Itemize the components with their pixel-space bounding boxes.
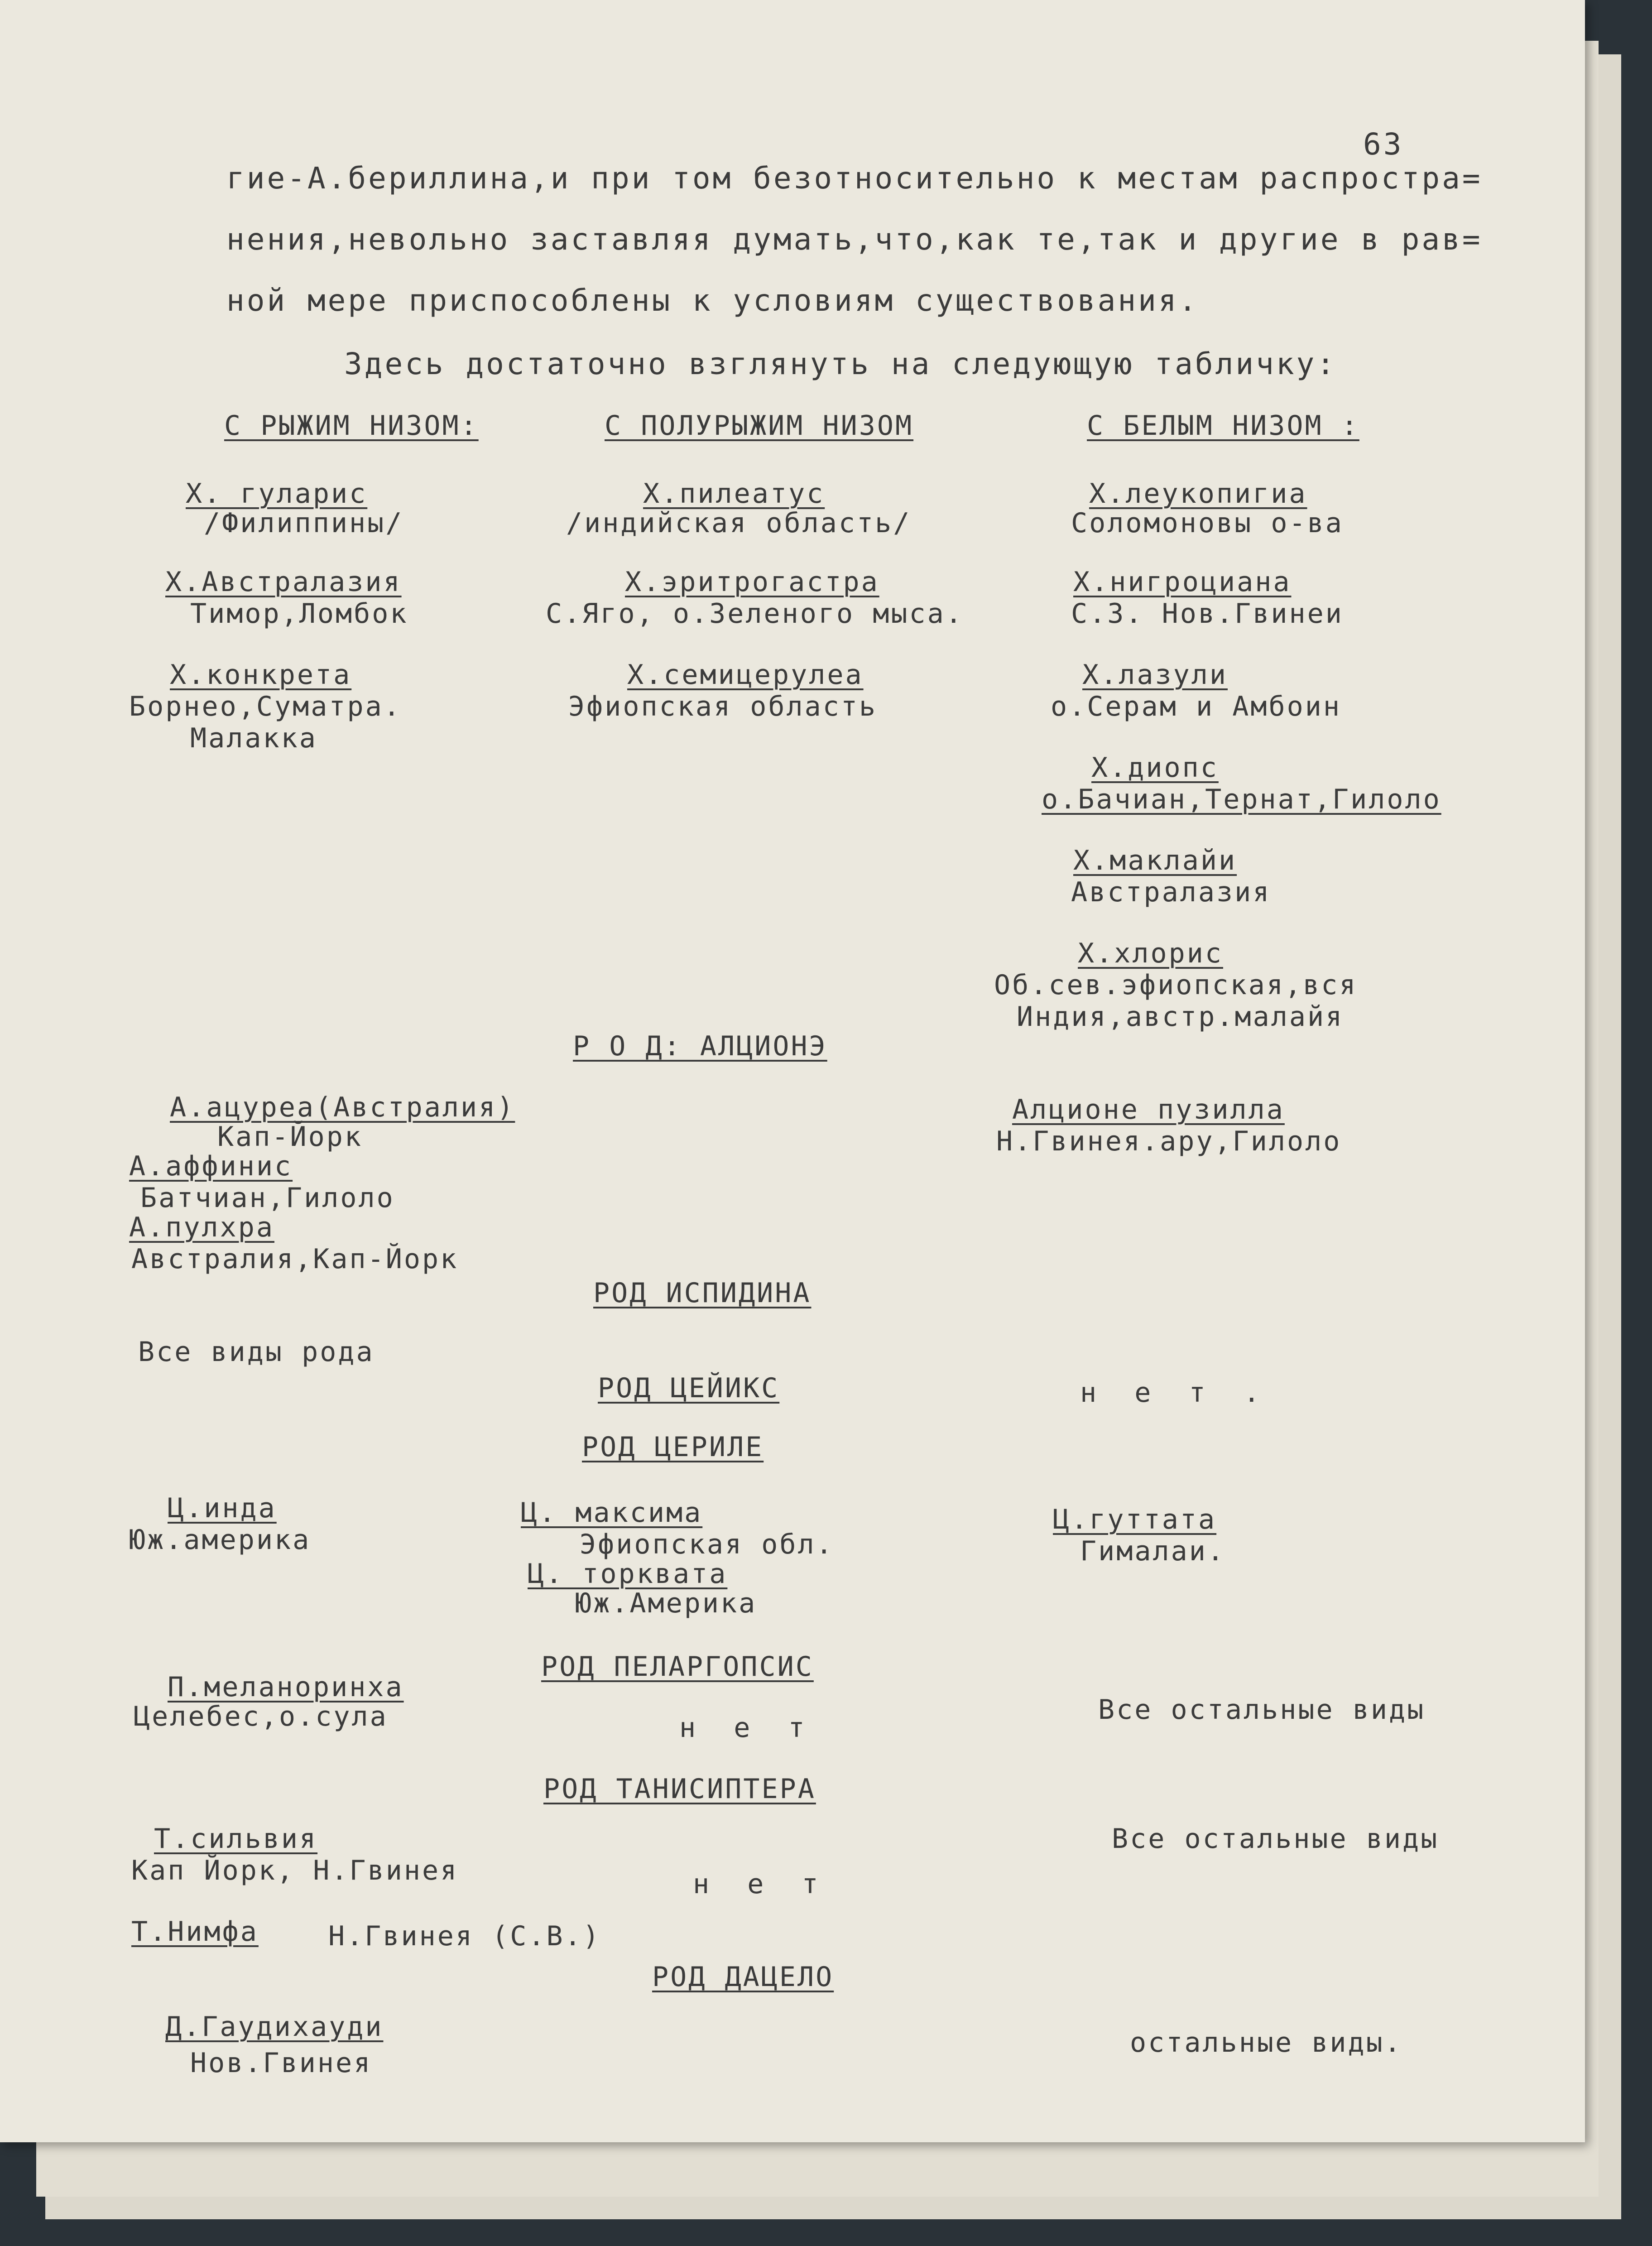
species-area: Эфиопская область — [568, 691, 878, 722]
genus-heading: Р О Д: АЛЦИОНЭ — [573, 1030, 827, 1062]
species-name: А.ацуреа(Австралия) — [170, 1092, 515, 1123]
species-area: Индия,австр.малайя — [1017, 1001, 1344, 1033]
species-name: А.аффинис — [129, 1150, 293, 1182]
species-area: Кап-Йорк — [217, 1121, 363, 1153]
column-header-white: С БЕЛЫМ НИЗОМ : — [1087, 410, 1359, 442]
genus-note: Все остальные виды — [1112, 1823, 1439, 1855]
species-name: Х.леукопигиа — [1089, 478, 1307, 510]
species-name: Х.конкрета — [170, 659, 352, 691]
species-name: Х.пилеатус — [643, 478, 825, 510]
species-name: Х.нигроциана — [1073, 566, 1292, 598]
species-area: Нов.Гвинея — [190, 2047, 372, 2079]
species-area: Целебес,о.сула — [134, 1701, 388, 1732]
genus-note: н е т — [693, 1868, 829, 1900]
species-name: А.пулхра — [129, 1212, 274, 1243]
species-area: Тимор,Ломбок — [190, 598, 408, 630]
species-area: Борнео,Суматра. — [129, 691, 402, 722]
species-area: /индийская область/ — [566, 507, 912, 539]
paragraph-line: нения,невольно заставляя думать,что,как те,так и другие в рав= — [226, 222, 1483, 257]
species-name: Х.эритрогастра — [625, 566, 879, 598]
column-header-semired: С ПОЛУРЫЖИМ НИЗОМ — [605, 410, 914, 442]
species-name: Ц. торквата — [528, 1558, 728, 1590]
genus-note: Все остальные виды — [1098, 1694, 1426, 1726]
genus-heading: РОД ТАНИСИПТЕРА — [543, 1773, 816, 1805]
species-name: Х. гуларис — [186, 478, 368, 510]
species-area: Гималаи. — [1080, 1535, 1225, 1567]
genus-note: Все виды рода — [138, 1336, 375, 1368]
species-name: Алционе пузилла — [1012, 1094, 1285, 1125]
genus-heading: РОД ЦЕЙИКС — [598, 1372, 780, 1404]
column-header-red: С РЫЖИМ НИЗОМ: — [224, 410, 479, 442]
genus-heading: РОД ЦЕРИЛЕ — [582, 1431, 764, 1463]
paragraph-line: ной мере приспособлены к условиям существования. — [226, 283, 1199, 318]
species-area: Батчиан,Гилоло — [140, 1182, 395, 1214]
species-area: Кап Йорк, Н.Гвинея — [131, 1855, 459, 1886]
species-name: Ц. максима — [521, 1497, 703, 1529]
species-name: Т.сильвия — [154, 1823, 318, 1855]
species-name: Х.семицерулеа — [627, 659, 864, 691]
species-area: о.Бачиан,Тернат,Гилоло — [1042, 784, 1441, 815]
species-area: /Филиппины/ — [204, 507, 404, 539]
species-name: Х.маклайи — [1073, 845, 1237, 876]
species-name: Ц.гуттата — [1053, 1504, 1217, 1535]
paragraph-line: гие-А.бериллина,и при том безотносительно к местам распростра= — [226, 161, 1483, 196]
species-name: Т.Нимфа — [131, 1916, 259, 1948]
species-area: Эфиопская обл. — [580, 1529, 834, 1560]
species-area: Австралия,Кап-Йорк — [131, 1243, 459, 1275]
species-area: Юж.Америка — [575, 1587, 757, 1619]
species-name: Х.лазули — [1082, 659, 1228, 691]
species-name: Д.Гаудихауди — [165, 2011, 384, 2043]
page-number: 63 — [1363, 127, 1404, 162]
genus-heading: РОД ДАЦЕЛО — [652, 1961, 834, 1993]
genus-heading: РОД ИСПИДИНА — [593, 1277, 812, 1309]
species-name: Х.хлорис — [1078, 938, 1223, 969]
species-area: Австралазия — [1071, 876, 1271, 908]
genus-heading: РОД ПЕЛАРГОПСИС — [541, 1651, 814, 1683]
species-area: Н.Гвинея (С.В.) — [328, 1920, 601, 1952]
genus-note: н е т — [679, 1712, 816, 1744]
species-area: Юж.америка — [129, 1524, 311, 1556]
genus-note: остальные виды. — [1130, 2027, 1402, 2058]
species-area: о.Серам и Амбоин — [1051, 691, 1341, 722]
species-name: П.меланоринха — [168, 1671, 404, 1703]
species-name: Х.Австралазия — [165, 566, 402, 598]
species-name: Ц.инда — [168, 1492, 277, 1524]
species-area: С.З. Нов.Гвинеи — [1071, 598, 1344, 630]
paragraph-line: Здесь достаточно взглянуть на следующую табличку: — [344, 346, 1337, 381]
genus-note: н е т . — [1080, 1377, 1271, 1409]
species-area: С.Яго, о.Зеленого мыса. — [546, 598, 964, 630]
species-area: Малакка — [190, 722, 317, 754]
species-area: Об.сев.эфиопская,вся — [994, 969, 1358, 1001]
species-area: Соломоновы о-ва — [1071, 507, 1344, 539]
species-name: Х.диопс — [1091, 752, 1219, 784]
species-area: Н.Гвинея.ару,Гилоло — [996, 1125, 1342, 1157]
